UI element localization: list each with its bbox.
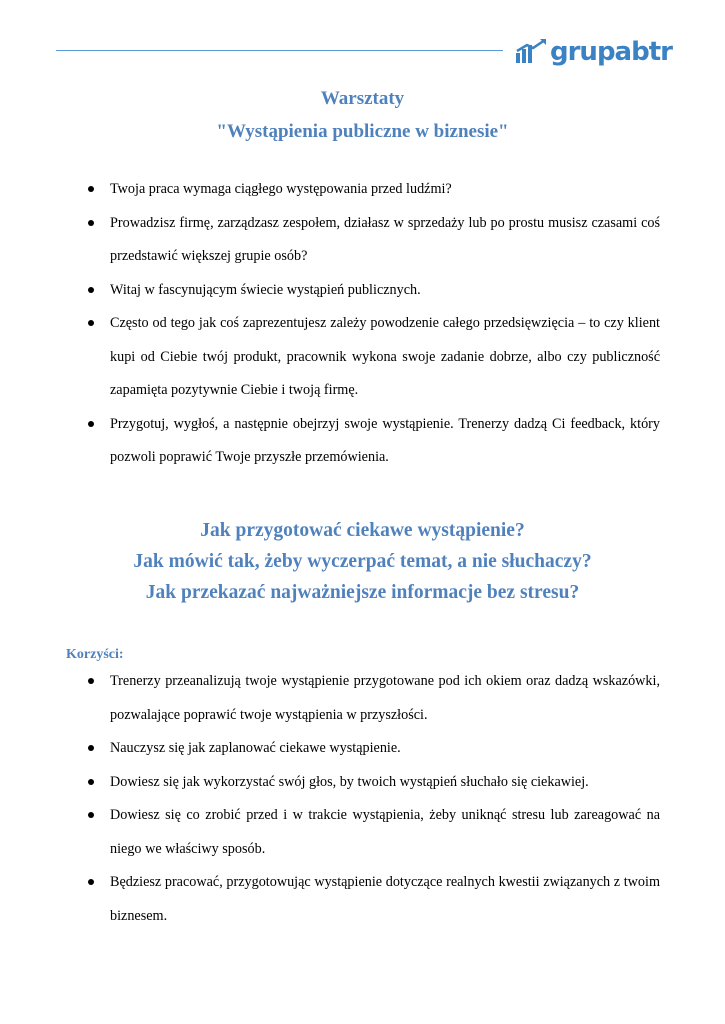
bullet-icon [88, 812, 94, 818]
logo-text: grupabtr [550, 37, 672, 67]
list-item: Twoja praca wymaga ciągłego występowania przed ludźmi? [68, 173, 660, 207]
bullet-icon [88, 678, 94, 684]
bullet-icon [88, 779, 94, 785]
questions-block [0, 515, 725, 608]
list-item: Przygotuj, wygłoś, a następnie obejrzyj swoje wystąpienie. Trenerzy dadzą Ci feedback, który pozwoli poprawić Twoje przyszłe przemówienia. [68, 408, 660, 475]
list-item: Będziesz pracować, przygotowując wystąpienie dotyczące realnych kwestii związanych z twoim biznesem. [68, 866, 660, 933]
bullet-icon [88, 320, 94, 326]
intro-list [68, 173, 660, 475]
list-item: Prowadzisz firmę, zarządzasz zespołem, działasz w sprzedaży lub po prostu musisz czasami coś przedstawić większej grupie osób? [68, 207, 660, 274]
bullet-icon [88, 186, 94, 192]
list-item: Dowiesz się jak wykorzystać swój głos, by twoich wystąpień słuchało się ciekawiej. [68, 766, 660, 800]
question-heading: Jak przygotować ciekawe wystąpienie? [200, 520, 525, 541]
benefits-list [68, 665, 660, 933]
bullet-icon [88, 220, 94, 226]
bullet-icon [88, 287, 94, 293]
company-logo [515, 36, 672, 68]
bullet-icon [88, 421, 94, 427]
list-item: Dowiesz się co zrobić przed i w trakcie wystąpienia, żeby uniknąć stresu lub zareagować na niego we właściwy sposób. [68, 799, 660, 866]
list-item: Często od tego jak coś zaprezentujesz zależy powodzenie całego przedsięwzięcia – to czy klient kupi od Ciebie twój produkt, pracownik wykona swoje zadanie dobrze, albo czy publiczność zapamięta pozytywnie Ciebie i twoją firmę. [68, 307, 660, 408]
bullet-icon [88, 879, 94, 885]
question-heading: Jak mówić tak, żeby wyczerpać temat, a nie słuchaczy? [133, 551, 592, 572]
page-title: Warsztaty [320, 88, 405, 109]
page-subtitle: "Wystąpienia publiczne w biznesie" [216, 121, 509, 142]
bar-chart-logo-icon [515, 39, 547, 65]
bullet-icon [88, 745, 94, 751]
benefits-label: Korzyści: [66, 647, 124, 662]
question-heading: Jak przekazać najważniejsze informacje bez stresu? [145, 582, 580, 603]
list-item: Nauczysz się jak zaplanować ciekawe wystąpienie. [68, 732, 660, 766]
header-rule [56, 50, 503, 51]
list-item: Trenerzy przeanalizują twoje wystąpienie przygotowane pod ich okiem oraz dadzą wskazówki, pozwalające poprawić twoje wystąpienia w przyszłości. [68, 665, 660, 732]
list-item: Witaj w fascynującym świecie wystąpień publicznych. [68, 274, 660, 308]
